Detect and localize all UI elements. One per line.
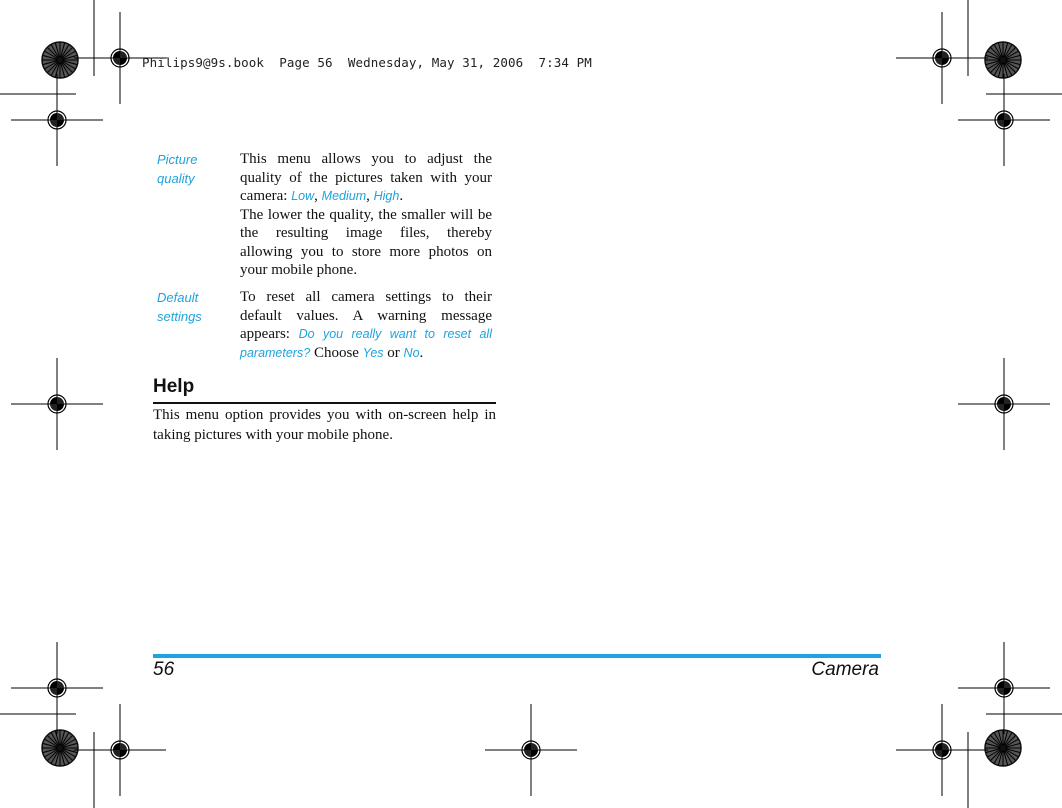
- desc-picture-quality: [240, 150, 492, 280]
- option-low: Low: [291, 189, 315, 203]
- section-body: This menu option provides you with on-screen help in taking pictures with your mobile phone.: [153, 407, 496, 443]
- desc-text: This menu allows you to adjust the quality of the pictures taken with your camera:: [240, 151, 492, 204]
- term-line: Default: [157, 290, 199, 305]
- star-center: [1000, 57, 1006, 63]
- option-high: High: [373, 189, 400, 203]
- star-center: [57, 745, 63, 751]
- page-number: 56: [153, 659, 175, 680]
- warning-prompt: Do you really want to reset all parameters?: [240, 327, 492, 360]
- term-default-settings: [157, 288, 227, 326]
- term-line: settings: [157, 309, 202, 324]
- choose-word: Choose: [313, 344, 359, 361]
- option-no: No: [403, 345, 420, 360]
- option-medium: Medium: [321, 189, 367, 203]
- section-rule: [153, 402, 496, 404]
- star-center: [1000, 745, 1006, 751]
- section-title-help: Help: [153, 376, 195, 397]
- desc-paragraph: To reset all camera settings to their default values. A warning message appears: Do you really want to reset all parameters? Choose Yes or No.: [240, 289, 492, 361]
- desc-text: To reset all camera settings to their default values. A warning message appears:: [240, 289, 492, 342]
- desc-note: The lower the quality, the smaller will be the resulting image files, thereby allowing you to store more photos on your mobile phone.: [240, 206, 492, 278]
- option-yes: Yes: [362, 345, 384, 360]
- print-header-info: Philips9@9s.book Page 56 Wednesday, May 31, 2006 7:34 PM: [142, 55, 592, 70]
- term-line: quality: [157, 171, 195, 186]
- star-center: [57, 57, 63, 63]
- or-word: or: [387, 344, 400, 361]
- desc-paragraph: This menu allows you to adjust the quality of the pictures taken with your camera: Low, Medium, High.: [240, 151, 492, 204]
- footer-rule: [153, 654, 881, 658]
- chapter-title: Camera: [811, 659, 879, 680]
- term-picture-quality: [157, 150, 227, 188]
- desc-default-settings: [240, 288, 492, 362]
- term-line: Picture: [157, 152, 198, 167]
